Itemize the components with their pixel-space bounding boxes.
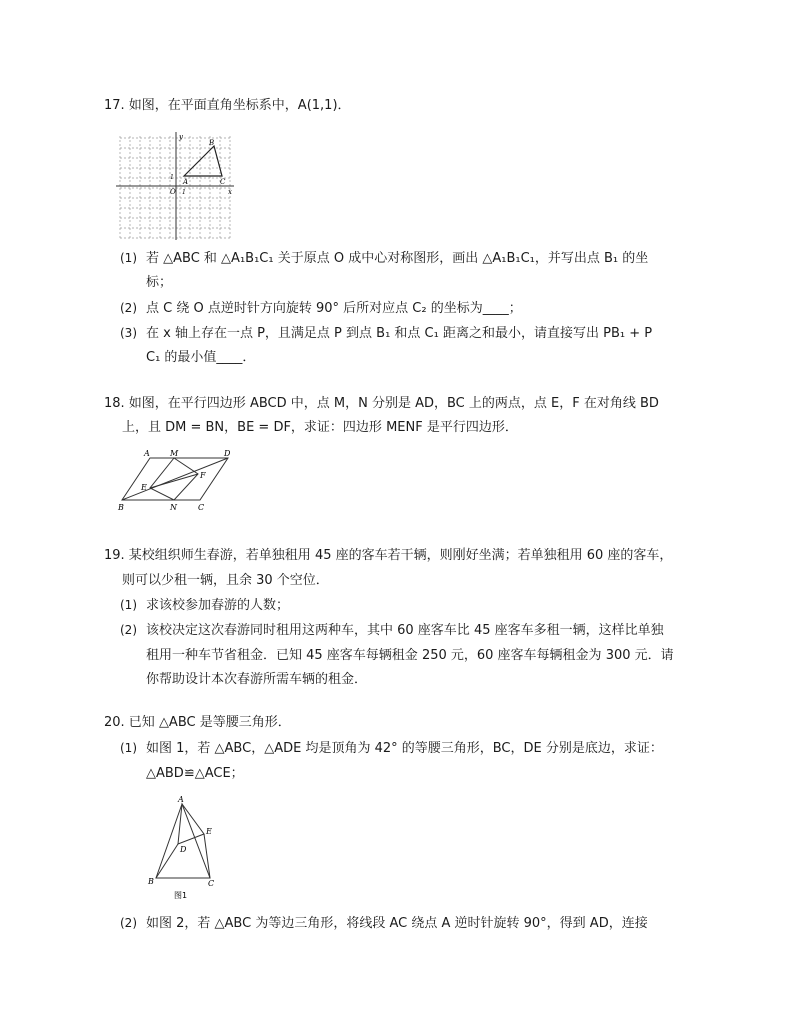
q20-stem: 20. 已知 △ABC 是等腰三角形．	[104, 715, 291, 730]
q20-segment-bd	[156, 844, 178, 878]
q17-label-y: y	[179, 133, 183, 141]
q17-item2-number: (2)	[120, 301, 137, 315]
q18-label-f: F	[200, 471, 206, 480]
q18-label-n: N	[170, 503, 177, 512]
q20-label-b: B	[148, 877, 154, 886]
q17-coordinate-figure	[116, 130, 236, 242]
q17-item2-line1: 点 C 绕 O 点逆时针方向旋转 90° 后所对应点 C₂ 的坐标为____；	[146, 301, 522, 316]
q17-stem: 17. 如图，在平面直角坐标系中，A(1,1)．	[104, 98, 351, 113]
q17-label-b: B	[209, 139, 215, 147]
q20-figure-caption: 图1	[174, 891, 188, 900]
q18-line1: 18. 如图，在平行四边形 ABCD 中，点 M，N 分别是 AD，BC 上的两点，点 E，F 在对角线 BD	[104, 396, 659, 411]
q18-segment-ef	[150, 474, 198, 488]
q18-diagonal-bd	[122, 458, 228, 500]
q20-label-e: E	[206, 827, 212, 836]
q20-item2-number: (2)	[120, 916, 137, 930]
q20-triangle-ade	[178, 804, 204, 844]
q17-label-one-y: 1	[170, 174, 174, 181]
q20-triangle-abc	[156, 804, 210, 878]
q17-label-x: x	[228, 188, 232, 196]
q20-item1-line1: 如图 1，若 △ABC，△ADE 均是顶角为 42° 的等腰三角形，BC，DE 分别是底边，求证：	[146, 741, 663, 756]
q19-item1-number: (1)	[120, 598, 137, 612]
q17-item3-line2: C₁ 的最小值____．	[146, 350, 256, 365]
q18-label-m: M	[170, 449, 179, 458]
q19-line1: 19. 某校组织师生春游，若单独租用 45 座的客车若干辆，则刚好坐满；若单独租用 60 座的客车，	[104, 548, 673, 563]
q20-figure-1	[144, 794, 222, 902]
q18-label-b: B	[118, 503, 124, 512]
q17-label-o: O	[170, 188, 176, 196]
q18-line2: 上，且 DM = BN，BE = DF，求证：四边形 MENF 是平行四边形．	[122, 420, 518, 435]
q19-item2-number: (2)	[120, 623, 137, 637]
q17-grid	[120, 136, 230, 238]
q19-item2-line1: 该校决定这次春游同时租用这两种车，其中 60 座客车比 45 座客车多租一辆，这样比单独	[146, 623, 664, 638]
q20-item1-number: (1)	[120, 741, 137, 755]
q19-item2-line3: 你帮助设计本次春游所需车辆的租金．	[146, 672, 368, 687]
q18-label-e: E	[141, 483, 147, 492]
q18-label-a: A	[144, 449, 150, 458]
q19-line2: 则可以少租一辆，且余 30 个空位．	[122, 573, 329, 588]
q20-item2-line1: 如图 2，若 △ABC 为等边三角形，将线段 AC 绕点 A 逆时针旋转 90°，得到 AD，连接	[146, 916, 648, 931]
q17-item1-line1: 若 △ABC 和 △A₁B₁C₁ 关于原点 O 成中心对称图形，画出 △A₁B₁C₁，并写出点 B₁ 的坐	[146, 251, 649, 266]
q20-item1-line2: △ABD≌△ACE；	[146, 766, 244, 781]
q17-label-c: C	[220, 178, 226, 186]
q20-label-d: D	[180, 845, 187, 854]
q17-item1-line2: 标；	[146, 275, 173, 290]
q20-label-a: A	[178, 795, 184, 804]
q19-item2-line2: 租用一种车节省租金．已知 45 座客车每辆租金 250 元，60 座客车每辆租金为 300 元．请	[146, 648, 674, 663]
q18-parallelogram-figure	[114, 448, 238, 514]
q17-label-a: A	[183, 178, 189, 186]
q18-label-d: D	[224, 449, 231, 458]
q20-label-c: C	[208, 879, 215, 888]
q17-label-one-x: 1	[182, 189, 186, 196]
q18-label-c: C	[198, 503, 205, 512]
q17-item3-line1: 在 x 轴上存在一点 P，且满足点 P 到点 B₁ 和点 C₁ 距离之和最小，请直接写出 PB₁ + P	[146, 326, 653, 341]
q17-item3-number: (3)	[120, 326, 137, 340]
q19-item1-line1: 求该校参加春游的人数；	[146, 598, 290, 613]
q17-item1-number: (1)	[120, 251, 137, 265]
